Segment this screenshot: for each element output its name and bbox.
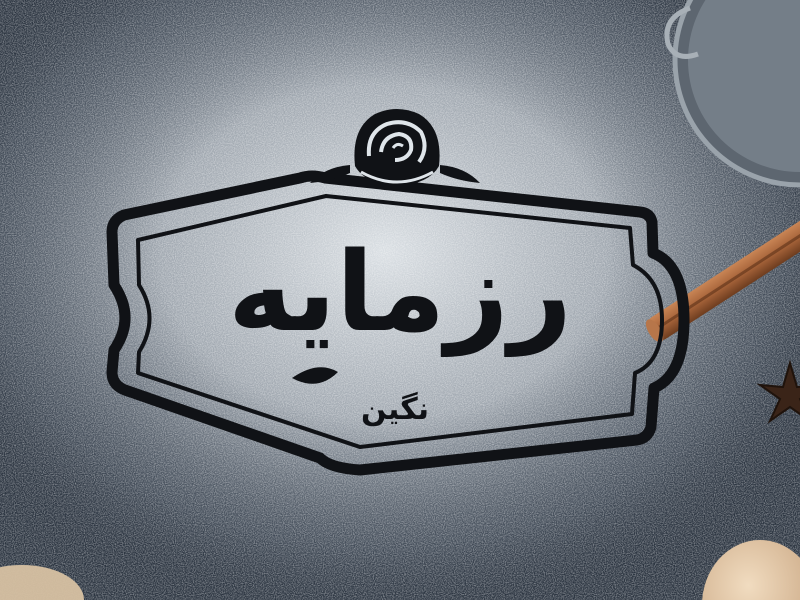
brand-name: رزمایه [227,228,573,356]
brand-subname: نگین [361,392,429,427]
rose-icon [354,109,439,186]
